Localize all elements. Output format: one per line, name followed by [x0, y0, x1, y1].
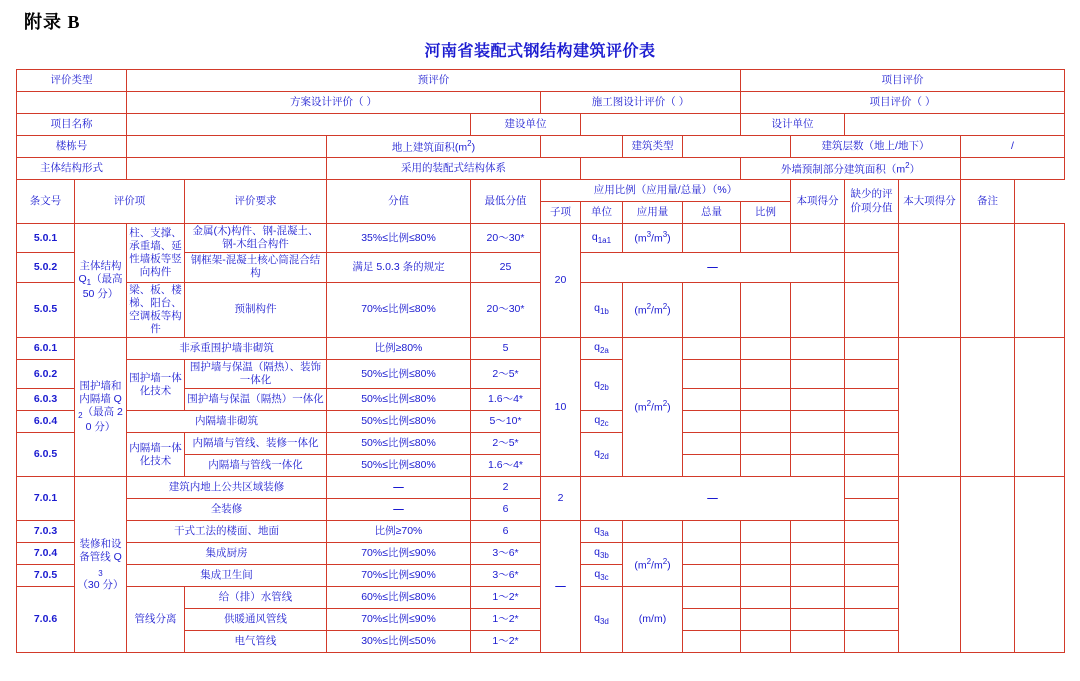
cell-own-score[interactable]	[845, 433, 899, 455]
header-row-structure-form	[17, 158, 1065, 180]
cell-score: 2～5*	[471, 433, 541, 455]
cell-ratio[interactable]	[791, 433, 845, 455]
evaluation-table	[16, 69, 1065, 653]
cell-item: 给（排）水管线	[185, 587, 327, 609]
cell-applied[interactable]	[683, 631, 741, 653]
cell-requirement: —	[327, 477, 471, 499]
cell-score: 1.6～4*	[471, 389, 541, 411]
cell-item: 干式工法的楼面、地面	[127, 521, 327, 543]
cell-missing-score[interactable]	[899, 477, 961, 653]
cell-score: 1～2*	[471, 609, 541, 631]
col-ratio-group: 应用比例（应用量/总量）（%）	[541, 180, 791, 202]
cell-sub-item: $q_{3b}$	[581, 543, 623, 565]
cell-total[interactable]	[741, 389, 791, 411]
label-building-type: 建筑类型	[623, 136, 683, 158]
cell-own-score[interactable]	[845, 499, 899, 521]
cell-item-group: 围护墙一体化技术	[127, 360, 185, 411]
cell-sub-item: $q_{1b}$	[581, 282, 623, 338]
cell-clause: 7.0.1	[17, 477, 75, 521]
cell-clause: 5.0.1	[17, 224, 75, 253]
cell-min-score: —	[541, 521, 581, 653]
cell-item: 钢框架-混凝土核心筒混合结构	[185, 253, 327, 282]
field-building-floors[interactable]: /	[961, 136, 1065, 158]
col-requirement: 评价要求	[185, 180, 327, 224]
label-prefab-system: 采用的装配式结构体系	[327, 158, 581, 180]
cell-item: 围护墙与保温（隔热）、装饰一体化	[185, 360, 327, 389]
label-construction-drawing-eval[interactable]: 施工图设计评价（ ）	[541, 92, 741, 114]
cell-item: 内隔墙与管线、装修一体化	[185, 433, 327, 455]
cell-ratio[interactable]	[791, 565, 845, 587]
col-unit: 单位	[581, 202, 623, 224]
cell-own-score[interactable]	[845, 389, 899, 411]
cell-remark[interactable]	[1015, 224, 1065, 338]
cell-own-score[interactable]	[845, 587, 899, 609]
cell-applied[interactable]	[683, 338, 741, 360]
cell-sub-item: —	[581, 477, 845, 521]
cell-applied[interactable]	[683, 433, 741, 455]
cell-ratio[interactable]	[791, 224, 845, 253]
table-row	[17, 477, 1065, 499]
cell-requirement: 比例≥80%	[327, 338, 471, 360]
col-sub-item: 子项	[541, 202, 581, 224]
cell-ratio[interactable]	[791, 521, 845, 543]
col-clause: 条文号	[17, 180, 75, 224]
col-missing-score: 缺少的评价项分值	[845, 180, 899, 224]
cell-requirement: 50%≤比例≤80%	[327, 411, 471, 433]
cell-sub-item: $q_{3a}$	[581, 521, 623, 543]
cell-item: 预制构件	[185, 282, 327, 338]
col-item: 评价项	[75, 180, 185, 224]
col-total: 总量	[683, 202, 741, 224]
cell-clause: 6.0.3	[17, 389, 75, 411]
cell-clause: 6.0.2	[17, 360, 75, 389]
cell-own-score[interactable]	[845, 609, 899, 631]
cell-min-score: 2	[541, 477, 581, 521]
cell-score: 2	[471, 477, 541, 499]
cell-total[interactable]	[741, 411, 791, 433]
cell-min-score: 20	[541, 224, 581, 338]
cell-sub-item: $q_{3c}$	[581, 565, 623, 587]
cell-own-score[interactable]	[845, 224, 899, 253]
cell-total[interactable]	[741, 282, 791, 338]
cell-unit: $(m^2/m^2)$	[623, 338, 683, 477]
cell-applied[interactable]	[683, 543, 741, 565]
cell-sub-item: $q_{2b}$	[581, 360, 623, 411]
cell-total[interactable]	[741, 521, 791, 543]
cell-item: 金属(木)构件、钢-混凝土、钢-木组合构件	[185, 224, 327, 253]
field-building-no[interactable]	[127, 136, 327, 158]
cell-own-score[interactable]	[845, 360, 899, 389]
cell-applied[interactable]	[683, 224, 741, 253]
label-eval-type: 评价类型	[17, 70, 127, 92]
cell-total[interactable]	[741, 609, 791, 631]
cell-sub-item: $q_{2d}$	[581, 433, 623, 477]
cell-clause: 5.0.5	[17, 282, 75, 338]
cell-ratio[interactable]	[791, 543, 845, 565]
cell-ratio[interactable]	[791, 609, 845, 631]
cell-requirement: 35%≤比例≤80%	[327, 224, 471, 253]
table-row	[17, 224, 1065, 253]
cell-total[interactable]	[741, 631, 791, 653]
cell-score: 1～2*	[471, 587, 541, 609]
label-exterior-wall-area: 外墙预制部分建筑面积$(m^2)$	[741, 158, 961, 180]
cell-own-score[interactable]	[845, 253, 899, 282]
cell-requirement: 30%≤比例≤50%	[327, 631, 471, 653]
cell-section-name: 围护墙和内隔墙 $Q_2$（最高 20 分）	[75, 338, 127, 477]
page-title: 河南省装配式钢结构建筑评价表	[424, 43, 656, 60]
cell-own-score[interactable]	[845, 411, 899, 433]
cell-requirement: 70%≤比例≤90%	[327, 565, 471, 587]
cell-ratio[interactable]	[791, 631, 845, 653]
cell-item-group: 梁、板、楼梯、阳台、空调板等构件	[127, 282, 185, 338]
table-row	[17, 338, 1065, 360]
field-project-name[interactable]	[127, 114, 471, 136]
col-own-score: 本项得分	[791, 180, 845, 224]
cell-applied[interactable]	[683, 521, 741, 543]
cell-score: 20～30*	[471, 282, 541, 338]
col-big-item-score: 本大项得分	[899, 180, 961, 224]
cell-score: 5	[471, 338, 541, 360]
document-page	[0, 8, 1080, 681]
cell-own-score[interactable]	[845, 477, 899, 499]
cell-sub-item: $q_{2a}$	[581, 338, 623, 360]
cell-score: 1～2*	[471, 631, 541, 653]
cell-big-item-score[interactable]	[961, 224, 1015, 338]
cell-own-score[interactable]	[845, 543, 899, 565]
col-remark: 备注	[961, 180, 1015, 224]
cell-ratio[interactable]	[791, 587, 845, 609]
cell-applied[interactable]	[683, 389, 741, 411]
cell-section-name: 装修和设备管线 $Q_3(30$ 分）	[75, 477, 127, 653]
cell-sub-item: —	[581, 253, 845, 282]
field-prefab-system[interactable]	[581, 158, 741, 180]
cell-total[interactable]	[741, 587, 791, 609]
cell-total[interactable]	[741, 433, 791, 455]
cell-unit: $(m^2/m^2)$	[623, 543, 683, 587]
label-scheme-design-eval[interactable]: 方案设计评价（ ）	[127, 92, 541, 114]
label-building-no: 楼栋号	[17, 136, 127, 158]
cell-clause: 6.0.1	[17, 338, 75, 360]
cell-clause: 6.0.5	[17, 433, 75, 477]
cell-missing-score[interactable]	[899, 224, 961, 338]
cell-item: 内隔墙非砌筑	[127, 411, 327, 433]
cell-item: 内隔墙与管线一体化	[185, 455, 327, 477]
cell-own-score[interactable]	[845, 565, 899, 587]
label-project-eval-check[interactable]: 项目评价（ ）	[741, 92, 1065, 114]
cell-unit: $(m^3/m^3)$	[623, 224, 683, 253]
cell-applied[interactable]	[683, 565, 741, 587]
cell-requirement: 50%≤比例≤80%	[327, 389, 471, 411]
cell-score: 3～6*	[471, 543, 541, 565]
cell-clause: 6.0.4	[17, 411, 75, 433]
cell-total[interactable]	[741, 565, 791, 587]
cell-applied[interactable]	[683, 411, 741, 433]
label-above-ground-area: 地上建筑面积$(m^2)$	[327, 136, 541, 158]
cell-section-name: 主体结构 $Q_1$（最高 50 分）	[75, 224, 127, 338]
label-design-unit: 设计单位	[741, 114, 845, 136]
field-building-type[interactable]	[683, 136, 791, 158]
cell-remark[interactable]	[1015, 338, 1065, 477]
cell-missing-score[interactable]	[899, 338, 961, 477]
cell-clause: 7.0.6	[17, 587, 75, 653]
label-pre-eval: 预评价	[127, 70, 741, 92]
cell-sub-item: $q_{3d}$	[581, 587, 623, 653]
cell-item: 围护墙与保温（隔热）一体化	[185, 389, 327, 411]
cell-min-score: 10	[541, 338, 581, 477]
cell-score: 3～6*	[471, 565, 541, 587]
cell-ratio[interactable]	[791, 360, 845, 389]
cell-item: 非承重围护墙非砌筑	[127, 338, 327, 360]
cell-clause: 5.0.2	[17, 253, 75, 282]
cell-big-item-score[interactable]	[961, 338, 1015, 477]
label-project-eval: 项目评价	[741, 70, 1065, 92]
cell-score: 5～10*	[471, 411, 541, 433]
cell-requirement: —	[327, 499, 471, 521]
field-construction-unit[interactable]	[581, 114, 741, 136]
cell-requirement: 50%≤比例≤80%	[327, 433, 471, 455]
cell-own-score[interactable]	[845, 455, 899, 477]
cell-ratio[interactable]	[791, 282, 845, 338]
cell-ratio[interactable]	[791, 389, 845, 411]
cell-item-group: 柱、支撑、承重墙、延性墙板等竖向构件	[127, 224, 185, 283]
cell-requirement: 60%≤比例≤80%	[327, 587, 471, 609]
appendix-label: 附录 B	[24, 12, 81, 32]
cell-total[interactable]	[741, 360, 791, 389]
field-exterior-wall-area[interactable]	[961, 158, 1065, 180]
cell-clause: 7.0.5	[17, 565, 75, 587]
cell-item: 集成厨房	[127, 543, 327, 565]
cell-requirement: 70%≤比例≤90%	[327, 543, 471, 565]
cell-own-score[interactable]	[845, 631, 899, 653]
cell-item: 全装修	[127, 499, 327, 521]
cell-score: 1.6～4*	[471, 455, 541, 477]
cell-item: 建筑内地上公共区域装修	[127, 477, 327, 499]
cell-ratio[interactable]	[791, 338, 845, 360]
cell-item-group: 内隔墙一体化技术	[127, 433, 185, 477]
cell-requirement: 70%≤比例≤90%	[327, 609, 471, 631]
cell-applied[interactable]	[683, 455, 741, 477]
cell-empty-1	[17, 92, 127, 114]
cell-unit: (m/m)	[623, 587, 683, 653]
label-building-floors: 建筑层数（地上/地下）	[791, 136, 961, 158]
cell-score: 20～30*	[471, 224, 541, 253]
cell-remark[interactable]	[1015, 477, 1065, 653]
cell-unit: $(m^2/m^2)$	[623, 282, 683, 338]
label-structure-form: 主体结构形式	[17, 158, 127, 180]
table-column-header	[17, 180, 1065, 202]
col-score: 分值	[327, 180, 471, 224]
cell-total[interactable]	[741, 224, 791, 253]
header-row-eval-subtype	[17, 92, 1065, 114]
cell-ratio[interactable]	[791, 411, 845, 433]
cell-requirement: 50%≤比例≤80%	[327, 360, 471, 389]
cell-unit	[623, 521, 683, 543]
cell-own-score[interactable]	[845, 282, 899, 338]
cell-requirement: 50%≤比例≤80%	[327, 455, 471, 477]
cell-big-item-score[interactable]	[961, 477, 1015, 653]
field-above-ground-area[interactable]	[541, 136, 623, 158]
cell-item: 集成卫生间	[127, 565, 327, 587]
cell-total[interactable]	[741, 455, 791, 477]
cell-total[interactable]	[741, 543, 791, 565]
cell-total[interactable]	[741, 338, 791, 360]
cell-own-score[interactable]	[845, 338, 899, 360]
cell-sub-item: $q_{2c}$	[581, 411, 623, 433]
cell-score: 2～5*	[471, 360, 541, 389]
cell-item: 供暖通风管线	[185, 609, 327, 631]
cell-clause: 7.0.4	[17, 543, 75, 565]
cell-requirement: 70%≤比例≤80%	[327, 282, 471, 338]
cell-applied[interactable]	[683, 282, 741, 338]
cell-applied[interactable]	[683, 587, 741, 609]
cell-item: 电气管线	[185, 631, 327, 653]
cell-ratio[interactable]	[791, 455, 845, 477]
cell-score: 6	[471, 499, 541, 521]
col-ratio: 比例	[741, 202, 791, 224]
cell-item-group: 管线分离	[127, 587, 185, 653]
cell-requirement: 满足 5.0.3 条的规定	[327, 253, 471, 282]
cell-score: 25	[471, 253, 541, 282]
cell-own-score[interactable]	[845, 521, 899, 543]
label-construction-unit: 建设单位	[471, 114, 581, 136]
cell-sub-item: $q_{1a1}$	[581, 224, 623, 253]
header-row-building-no	[17, 136, 1065, 158]
cell-applied[interactable]	[683, 609, 741, 631]
header-row-project-name	[17, 114, 1065, 136]
col-min-score: 最低分值	[471, 180, 541, 224]
col-applied: 应用量	[623, 202, 683, 224]
cell-score: 6	[471, 521, 541, 543]
cell-requirement: 比例≥70%	[327, 521, 471, 543]
header-row-eval-type	[17, 70, 1065, 92]
label-project-name: 项目名称	[17, 114, 127, 136]
cell-applied[interactable]	[683, 360, 741, 389]
field-structure-form[interactable]	[127, 158, 327, 180]
cell-clause: 7.0.3	[17, 521, 75, 543]
field-design-unit[interactable]	[845, 114, 1065, 136]
